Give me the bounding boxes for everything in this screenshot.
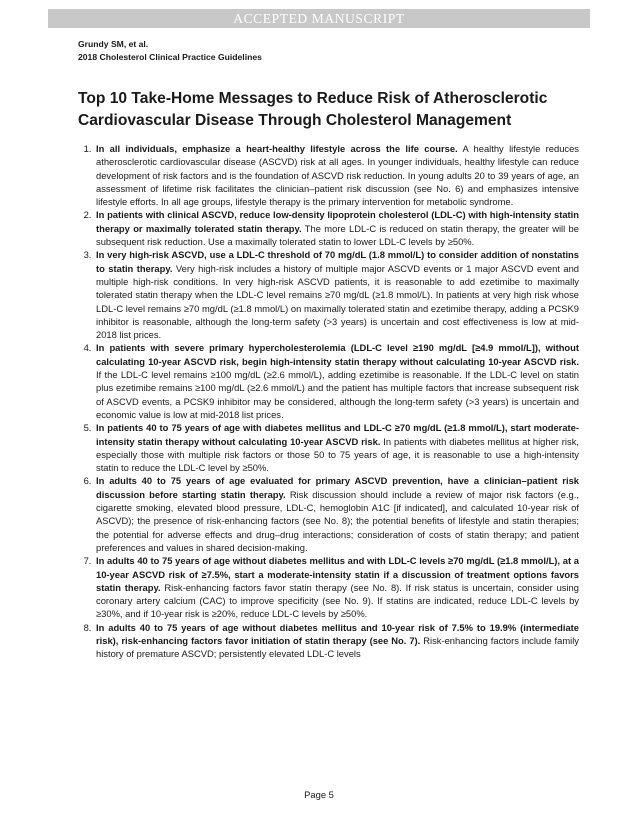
message-lead: In patients 40 to 75 years of age with diabetes mellitus and LDL-C ≥70 mg/dL (≥1.8 mmol/L), start moderate-intensity statin therapy without calculating 10-year ASCVD risk.	[96, 422, 579, 447]
message-body: If the LDL-C level remains ≥100 mg/dL (≥2.6 mmol/L), adding ezetimibe is reasonable. If the LDL-C level on statin plus ezetimibe remains ≥100 mg/dL (≥2.6 mmol/L) and the patient has multiple factors that increase subsequent risk of ASCVD events, a PCSK9 inhibitor may be considered, although the long-term safety (>3 years) is uncertain and economic value is low at mid-2018 list prices.	[96, 369, 579, 420]
header-publication: 2018 Cholesterol Clinical Practice Guidelines	[78, 51, 262, 62]
message-body: A healthy lifestyle reduces atherosclerotic cardiovascular disease (ASCVD) risk at all ages. In younger individuals, healthy lifestyle can reduce development of risk factors and is the foundation of ASCVD risk reduction. In young adults 20 to 39 years of age, an assessment of lifetime risk facilitates the clinician–patient risk discussion (see No. 6) and emphasizes intensive lifestyle efforts. In all age groups, lifestyle therapy is the primary intervention for metabolic syndrome.	[96, 143, 579, 208]
message-item-1	[94, 142, 579, 208]
message-lead: In all individuals, emphasize a heart-healthy lifestyle across the life course.	[96, 143, 458, 154]
message-item-3	[94, 248, 579, 341]
accepted-manuscript-banner: ACCEPTED MANUSCRIPT	[48, 9, 590, 28]
message-body: Risk discussion should include a review of major risk factors (e.g., cigarette smoking, elevated blood pressure, LDL-C, hemoglobin A1C [if indicated], and calculated 10-year risk of ASCVD); the presence of risk-enhancing factors (see No. 8); the potential benefits of lifestyle and statin therapies; the potential for adverse effects and drug–drug interactions; consideration of costs of statin therapy; and patient preferences and values in shared decision-making.	[96, 488, 579, 553]
message-lead: In adults 40 to 75 years of age without diabetes mellitus and with LDL-C levels ≥70 mg/dL (≥1.8 mmol/L), at a 10-year ASCVD risk of ≥7.5%, start a moderate-intensity statin if a discussion of treatment options favors statin therapy.	[96, 555, 579, 593]
message-item-7	[94, 554, 579, 620]
message-lead: In patients with clinical ASCVD, reduce low-density lipoprotein cholesterol (LDL-C) with high-intensity statin therapy or maximally tolerated statin therapy.	[96, 209, 579, 234]
message-lead: In adults 40 to 75 years of age without diabetes mellitus and 10-year risk of 7.5% to 19.9% (intermediate risk), risk-enhancing factors favor initiation of statin therapy (see No. 7).	[96, 621, 579, 646]
message-body: Very high-risk includes a history of multiple major ASCVD events or 1 major ASCVD event and multiple high-risk conditions. In very high-risk ASCVD patients, it is reasonable to add ezetimibe to maximally tolerated statin therapy when the LDL-C level remains ≥70 mg/dL (≥1.8 mmol/L). In patients at very high risk whose LDL-C level remains ≥70 mg/dL (≥1.8 mmol/L) on maximally tolerated statin and ezetimibe therapy, adding a PCSK9 inhibitor is reasonable, although the long-term safety (>3 years) is uncertain and cost effectiveness is low at mid-2018 list prices.	[96, 262, 579, 341]
message-item-2	[94, 208, 579, 248]
running-header	[78, 38, 262, 63]
message-body: In patients with diabetes mellitus at higher risk, especially those with multiple risk factors or those 50 to 75 years of age, it is reasonable to use a high-intensity statin to reduce the LDL-C level by ≥50%.	[96, 435, 579, 474]
message-item-8	[94, 621, 579, 661]
message-lead: In adults 40 to 75 years of age evaluated for primary ASCVD prevention, have a clinician–patient risk discussion before starting statin therapy.	[96, 475, 579, 500]
header-authors: Grundy SM, et al.	[78, 39, 149, 49]
message-body: Risk-enhancing factors favor statin therapy (see No. 8). If risk status is uncertain, consider using coronary artery calcium (CAC) to improve specificity (see No. 9). If statins are indicated, reduce LDL-C levels by ≥30%, and if 10-year risk is ≥20%, reduce LDL-C levels by ≥50%.	[96, 581, 579, 620]
message-lead: In very high-risk ASCVD, use a LDL-C threshold of 70 mg/dL (1.8 mmol/L) to consider addition of nonstatins to statin therapy.	[96, 249, 579, 274]
message-body: The more LDL-C is reduced on statin therapy, the greater will be subsequent risk reduction. Use a maximally tolerated statin to lower LDL-C levels by ≥50%.	[96, 222, 579, 248]
message-item-4	[94, 341, 579, 421]
page-title: Top 10 Take-Home Messages to Reduce Risk of Atherosclerotic Cardiovascular Disease Through Cholesterol Management	[78, 90, 548, 129]
message-lead: In patients with severe primary hypercholesterolemia (LDL-C level ≥190 mg/dL [≥4.9 mmol/L]), without calculating 10-year ASCVD risk, begin high-intensity statin therapy without calculating 10-year ASCVD risk.	[96, 342, 579, 367]
page-number: Page 5	[304, 789, 334, 800]
take-home-messages-list	[78, 142, 579, 661]
message-body: Risk-enhancing factors include family history of premature ASCVD; persistently elevated LDL-C levels	[96, 634, 579, 660]
message-item-6	[94, 474, 579, 554]
message-item-5	[94, 421, 579, 474]
